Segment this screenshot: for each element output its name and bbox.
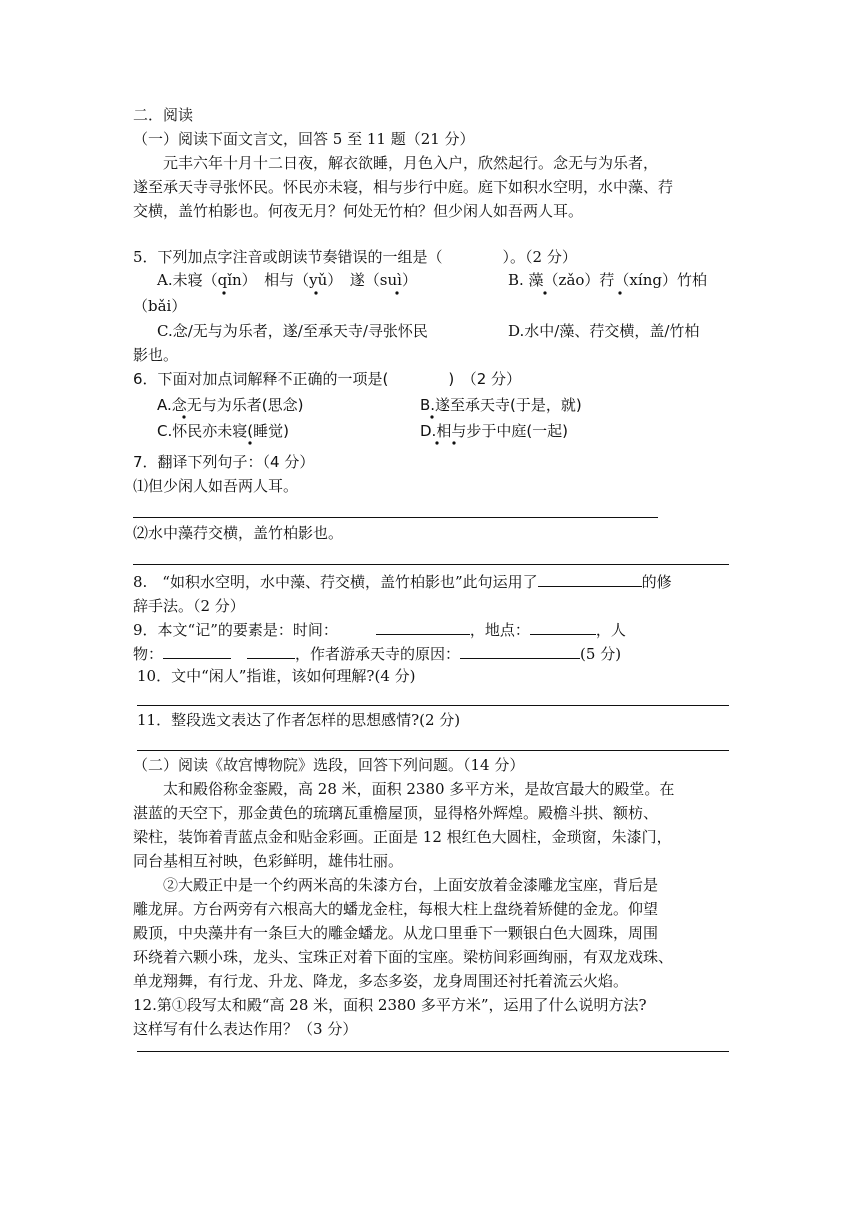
q5-option-c: C.念/无与为乐者，遂/至承天寺/寻张怀民 — [157, 322, 428, 340]
q9-text: ，人 — [595, 621, 626, 639]
answer-line[interactable] — [133, 564, 729, 565]
emphasis-dot — [435, 441, 438, 444]
part2-heading: （二）阅读《故宫博物院》选段，回答下列问题。（14 分） — [133, 756, 525, 774]
answer-line[interactable] — [137, 750, 729, 751]
q9-text: (5 分) — [580, 645, 622, 663]
passage2-line: 梁柱，装饰着青蓝点金和贴金彩画。正面是 12 根红色大圆柱，金琐窗，朱漆门， — [133, 828, 672, 846]
q9-person-blank[interactable] — [163, 644, 231, 659]
passage2-line: 殿顶，中央藻井有一条巨大的雕金蟠龙。从龙口里垂下一颗银白色大圆珠，周围 — [133, 924, 659, 942]
emphasis-dot — [543, 291, 546, 294]
q6-stem: 6．下面对加点词解释不正确的一项是( ) （2 分） — [133, 370, 522, 388]
q6-option-a: A.念无与为乐者(思念) — [157, 396, 304, 414]
q5-option-d-cont: 影也。 — [133, 346, 179, 364]
q9-reason-blank[interactable] — [460, 644, 580, 659]
q9-text: ，地点： — [469, 621, 530, 639]
q9-person-blank[interactable] — [247, 644, 295, 659]
q11-stem: 11．整段选文表达了作者怎样的思想感情?(2 分) — [137, 711, 461, 729]
passage2-line: ②大殿正中是一个约两米高的朱漆方台，上面安放着金漆雕龙宝座，背后是 — [163, 876, 659, 894]
passage1-line: 遂至承天寺寻张怀民。怀民亦未寝，相与步行中庭。庭下如积水空明，水中藻、荇 — [133, 178, 674, 196]
emphasis-dot — [452, 441, 455, 444]
q8-blank[interactable] — [538, 572, 642, 587]
q5-option-b: B. 藻（zǎo）荇（xíng）竹柏 — [508, 271, 707, 289]
emphasis-dot — [182, 415, 185, 418]
q8-line2: 辞手法。（2 分） — [133, 597, 245, 615]
passage1-line: 交横，盖竹柏影也。何夜无月？何处无竹柏？但少闲人如吾两人耳。 — [133, 202, 584, 220]
q8-line1 — [133, 572, 672, 592]
emphasis-dot — [248, 441, 251, 444]
emphasis-dot — [430, 415, 433, 418]
passage2-line: 单龙翔舞，有行龙、升龙、降龙，多态多姿，龙身周围还衬托着流云火焰。 — [133, 972, 629, 990]
q9-place-blank[interactable] — [530, 620, 596, 635]
q5-option-b-cont: （bǎi） — [133, 297, 187, 315]
q7-sentence-1: ⑴但少闲人如吾两人耳。 — [133, 477, 299, 495]
q5-option-a: A.未寝（qǐn） 相与（yǔ） 遂（suì） — [157, 271, 417, 289]
passage2-line: 太和殿俗称金銮殿，高 28 米，面积 2380 多平方米，是故宫最大的殿堂。在 — [163, 780, 675, 798]
q7-stem: 7．翻译下列句子：（4 分） — [133, 453, 315, 471]
section-title: 二．阅读 — [133, 106, 194, 124]
q6-option-d: D.相与步于中庭(一起) — [420, 422, 569, 440]
answer-line[interactable] — [137, 1051, 729, 1052]
q9-line1 — [133, 620, 626, 640]
q6-option-b: B.遂至承天寺(于是，就) — [420, 396, 582, 414]
passage2-line: 环绕着六颗小珠，龙头、宝珠正对着下面的宝座。梁枋间彩画绚丽，有双龙戏珠、 — [133, 948, 674, 966]
q9-line2 — [133, 644, 621, 664]
answer-line[interactable] — [133, 517, 658, 518]
q5-option-d: D.水中/藻、荇交横，盖/竹柏 — [508, 322, 700, 340]
q12-stem-cont: 这样写有什么表达作用？（3 分） — [133, 1020, 358, 1038]
q9-text: 9．本文“记”的要素是：时间： — [133, 621, 338, 639]
q6-option-c: C.怀民亦未寝(睡觉) — [157, 422, 289, 440]
emphasis-dot — [314, 291, 317, 294]
q7-sentence-2: ⑵水中藻荇交横，盖竹柏影也。 — [133, 524, 344, 542]
q12-stem: 12.第①段写太和殿“高 28 米，面积 2380 多平方米”，运用了什么说明方法? — [133, 996, 647, 1014]
answer-line[interactable] — [137, 705, 729, 706]
emphasis-dot — [618, 291, 621, 294]
emphasis-dot — [222, 291, 225, 294]
passage1-line: 元丰六年十月十二日夜，解衣欲睡，月色入户，欣然起行。念无与为乐者， — [163, 154, 659, 172]
passage2-line: 雕龙屏。方台两旁有六根高大的蟠龙金柱，每根大柱上盘绕着矫健的金龙。仰望 — [133, 900, 659, 918]
q5-stem: 5．下列加点字注音或朗读节奏错误的一组是（ ）。（2 分） — [133, 248, 577, 266]
emphasis-dot — [395, 291, 398, 294]
passage2-line: 湛蓝的天空下，那金黄色的琉璃瓦重檐屋顶，显得格外辉煌。殿檐斗拱、额枋、 — [133, 804, 659, 822]
passage2-line: 同台基相互衬映，色彩鲜明，雄伟壮丽。 — [133, 852, 404, 870]
part1-heading: （一）阅读下面文言文，回答 5 至 11 题（21 分） — [133, 130, 475, 148]
q9-time-blank[interactable] — [376, 620, 470, 635]
q10-stem: 10．文中“闲人”指谁，该如何理解?(4 分) — [137, 667, 416, 685]
q9-text: 物： — [133, 645, 164, 663]
q8-text-end: 的修 — [641, 573, 672, 591]
q8-text: 8. “如积水空明，水中藻、荇交横，盖竹柏影也”此句运用了 — [133, 573, 538, 591]
q9-text: ，作者游承天寺的原因： — [295, 645, 461, 663]
